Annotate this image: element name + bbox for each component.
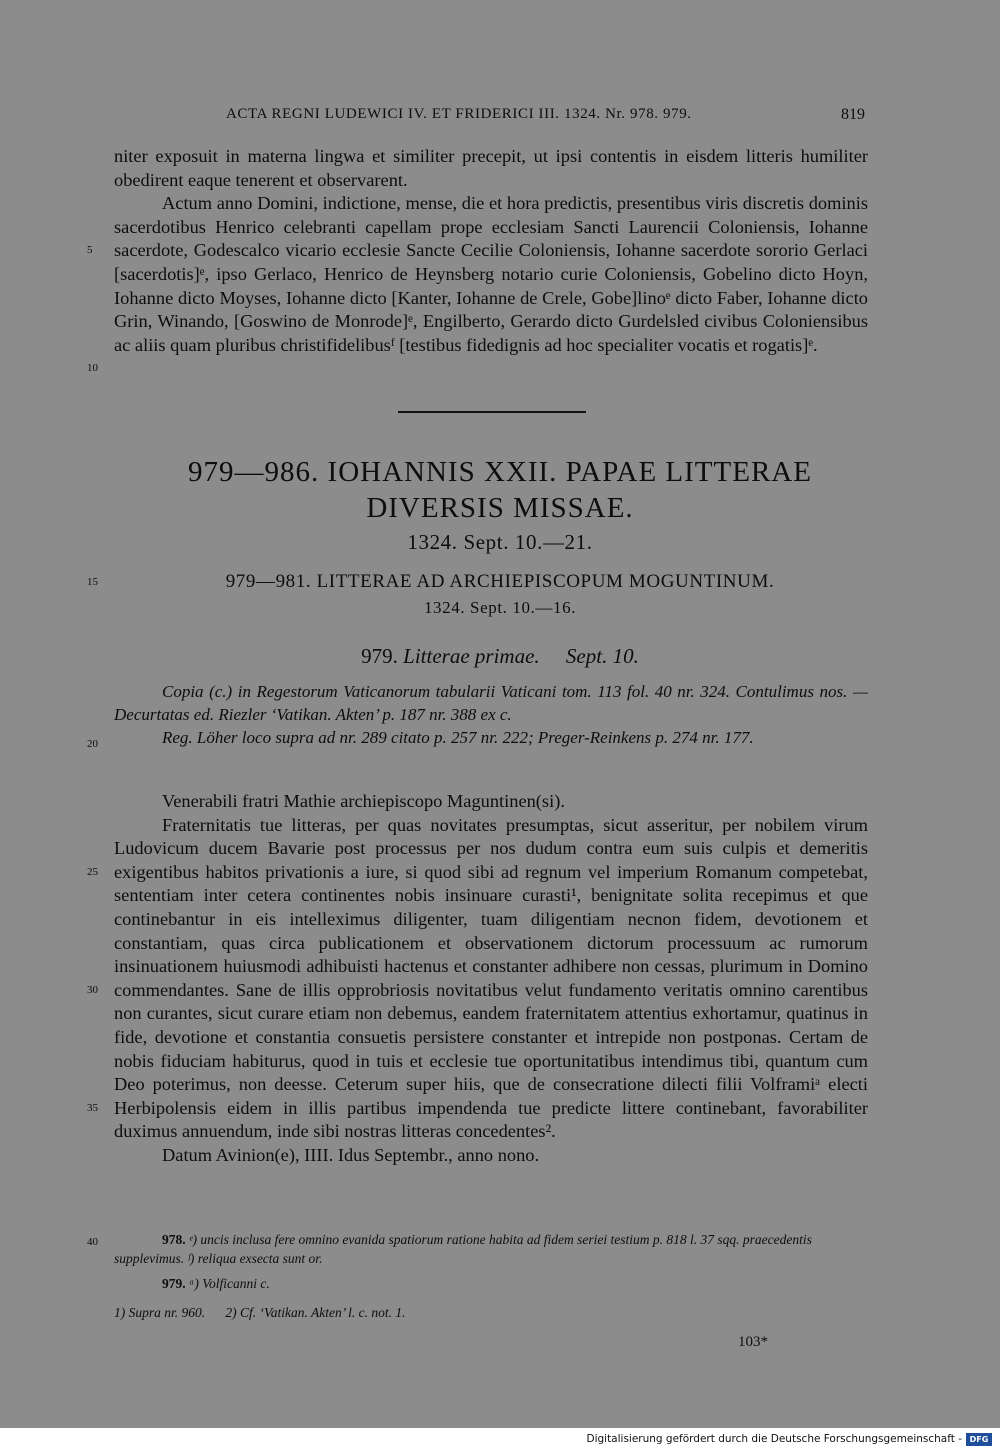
section-title-line-2: DIVERSIS MISSAE. xyxy=(366,492,634,524)
paragraph: Actum anno Domini, indictione, mense, die et hora predictis, presentibus viris discretis dominis sacerdotibus Henrico celebranti capellam prope ecclesiam Sancti Laurencii Coloniensis, Iohanne sacerdote, Godescalco vicario ecclesie Sancte Cecilie Coloniensis, Iohanne sacerdote sororio Gerlaci [sacerdotis]ᵉ, ipso Gerlaco, Henrico de Heynsberg notario curie Coloniensis, Gobelino dicto Hoyn, Iohanne dicto Moyses, Iohanne dicto [Kanter, Iohanne de Crele, Gobe]linoᵉ dicto Faber, Iohanne dicto Grin, Winando, [Goswino de Monrode]ᵉ, Engilberto, Gerardo dicto Gurdelsled civibus Coloniensibus ac aliis quam pluribus christifidelibusᶠ [testibus fidedignis ad hoc specialiter vocatis et rogatis]ᵉ. xyxy=(114,193,868,355)
subsection-date: 1324. Sept. 10.—16. xyxy=(423,598,577,617)
line-number: 5 xyxy=(87,244,93,256)
line-number: 30 xyxy=(87,984,98,996)
running-header xyxy=(0,106,1000,128)
line-number: 40 xyxy=(87,1236,98,1248)
document-number: 979. xyxy=(361,644,398,668)
source-notes xyxy=(114,680,868,749)
footnote-references xyxy=(114,1303,868,1322)
footnote-text: ᵉ) uncis inclusa fere omnino evanida spatiorum ratione habita ad fidem seriei testium p. 818 l. 37 sqq. praecedentis supplevimus. ᶠ) reliqua exsecta sunt or. xyxy=(114,1232,812,1266)
source-line: Reg. Löher loco supra ad nr. 289 citato p. 257 nr. 222; Preger-Reinkens p. 274 nr. 177. xyxy=(162,728,754,747)
section-title-line-1: 979—986. IOHANNIS XXII. PAPAE LITTERAE xyxy=(188,456,812,488)
footnote-2: 2) Cf. ‘Vatikan. Akten’ l. c. not. 1. xyxy=(225,1305,406,1320)
line-number: 25 xyxy=(87,866,98,878)
footnote-label: 979. xyxy=(162,1276,186,1291)
document-date: Sept. 10. xyxy=(565,644,639,668)
line-number: 15 xyxy=(87,576,98,588)
line-number: 35 xyxy=(87,1102,98,1114)
footnote-979 xyxy=(114,1274,868,1293)
section-divider xyxy=(398,411,586,413)
footnotes xyxy=(114,1230,868,1322)
section-date: 1324. Sept. 10.—21. xyxy=(407,530,593,554)
document-979-text xyxy=(114,790,868,1168)
running-title: ACTA REGNI LUDEWICI IV. ET FRIDERICI III. 1324. Nr. 978. 979. xyxy=(226,106,692,122)
line-number: 20 xyxy=(87,738,98,750)
dating-clause: Datum Avinion(e), IIII. Idus Septembr., anno nono. xyxy=(162,1144,540,1165)
signature-mark: 103* xyxy=(738,1334,768,1350)
subsection-title: 979—981. LITTERAE AD ARCHIEPISCOPUM MOGUNTINUM. xyxy=(225,571,775,592)
footnote-1: 1) Supra nr. 960. xyxy=(114,1305,206,1320)
line-number: 10 xyxy=(87,362,98,374)
page-number: 819 xyxy=(841,106,865,123)
footnote-text: ᵃ) Volficanni c. xyxy=(189,1276,270,1291)
address: Venerabili fratri Mathie archiepiscopo Maguntinen(si). xyxy=(162,791,565,811)
letter-body: Fraternitatis tue litteras, per quas novitates presumptas, sicut asseritur, per nobilem virum Ludovicum ducem Bavarie post processus per nos dudum contra eum suis culpis et demeritis exigentibus habitos privationis a iure, si quod sibi ad regnum vel imperium Romanum competebat, sententiam inter cetera continentes nobis insinuare curasti¹, benignitate solita recepimus et que continebantur in eis intelleximus diligenter, tuam diligentiam necnon fidem, devotionem et constantiam, quas circa publicationem et observationem dictorum processuum ac rumorum insinuationem huiusmodi adhibuisti hactenus et constanter adhibere non cessas, plurimum in Domino commendantes. Sane de illis opprobriosis novitatibus velut fundamento veritatis omnino carentibus non curantes, sicut curare etiam non debemus, eandem fraternitatem attentius exhortamur, quatinus in fide, devotione et constantia consuetis persistere constanter et intrepide non postponas. Certam de nobis fiduciam habiturus, quod in tuis et ecclesie tue oportunitatibus intendimus tibi, quantum cum Deo poterimus, non deesse. Ceterum super hiis, que de consecratione dilecti filii Volframiᵃ electi Herbipolensis eidem in illis partibus impendenda tue predicte littere continebant, favorabiliter duximus annuendum, inde sibi nostras litteras concedentes². xyxy=(114,814,868,1142)
source-line: Copia (c.) in Regestorum Vaticanorum tabularii Vaticani tom. 113 fol. 40 nr. 324. Contulimus nos. — Decurtatas ed. Riezler ‘Vatikan. Akten’ p. 187 nr. 388 ex c. xyxy=(114,682,868,724)
dfg-logo-icon: DFG xyxy=(966,1433,992,1446)
footer-text: Digitalisierung gefördert durch die Deutsche Forschungsgemeinschaft - xyxy=(586,1433,962,1445)
document-title: Litterae primae. xyxy=(403,644,540,668)
footnote-978 xyxy=(114,1230,868,1268)
paragraph: niter exposuit in materna lingwa et similiter precepit, ut ipsi contentis in eisdem litteris humiliter obedirent eaque tenerent et observarent. xyxy=(114,146,868,190)
funding-footer xyxy=(0,1428,1000,1452)
document-978-text xyxy=(114,145,868,357)
document-979-heading xyxy=(0,644,1000,669)
footnote-label: 978. xyxy=(162,1232,186,1247)
